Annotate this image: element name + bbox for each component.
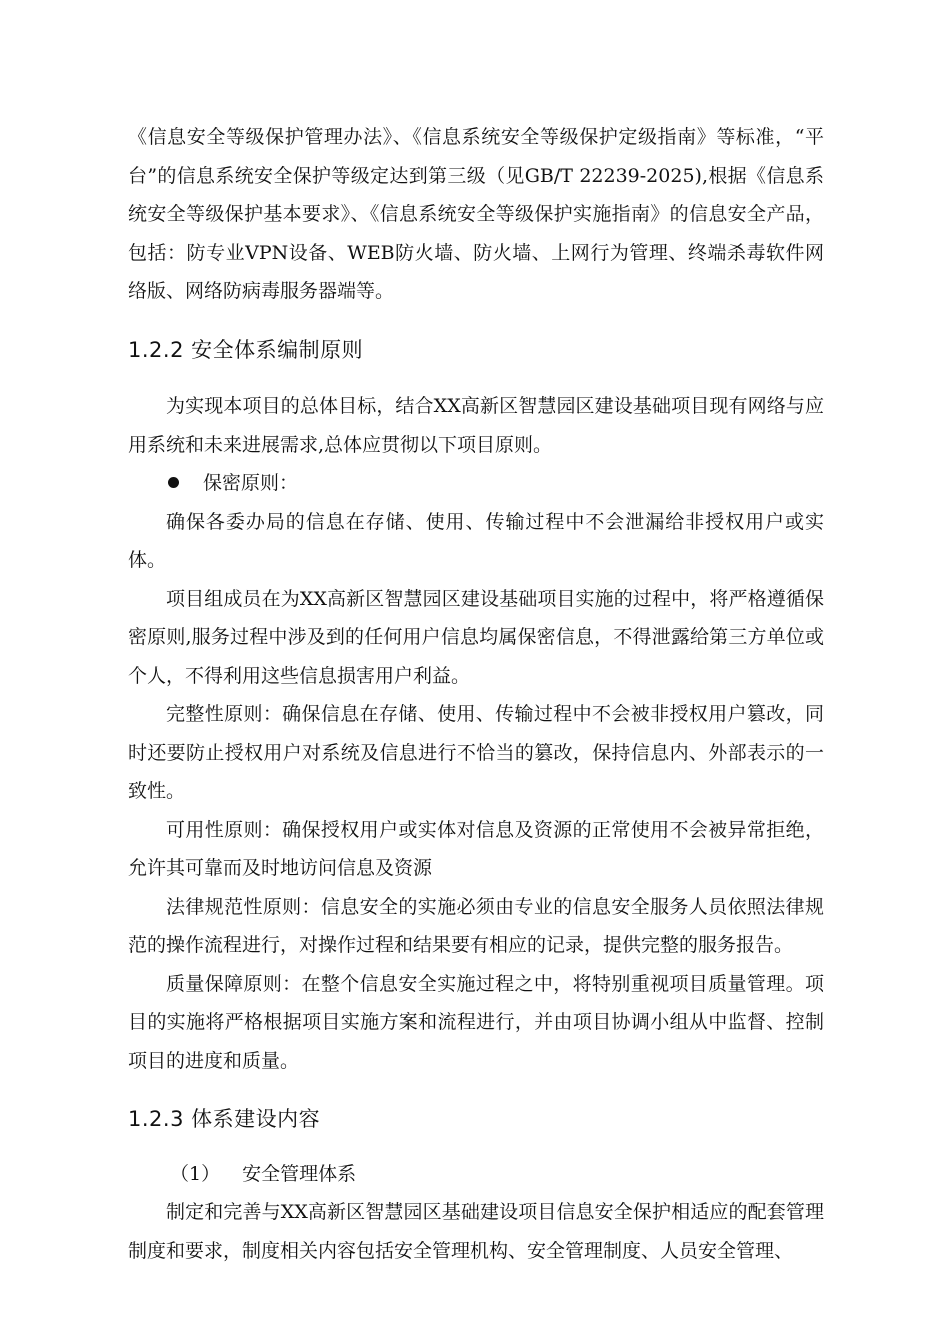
section-heading-1-2-2: 1.2.2 安全体系编制原则: [128, 337, 364, 362]
intro-paragraph: 《信息安全等级保护管理办法》、《信息系统安全等级保护定级指南》等标准，“平台”的信息系统安全保护等级定达到第三级（见GB/T 22239-2025),根据《信息系统安全等级保护基本要求》、《信息系统安全等级保护实施指南》的信息安全产品，包括：防专业VPN设备、WEB防火墙、防火墙、上网行为管理、终端杀毒软件网络版、网络防病毒服务器端等。: [128, 126, 824, 302]
numbered-item-label: 安全管理体系: [242, 1162, 357, 1185]
body-paragraph: 项目组成员在为XX高新区智慧园区建设基础项目实施的过程中，将严格遵循保密原则,服务过程中涉及到的任何用户信息均属保密信息，不得泄露给第三方单位或个人，不得利用这些信息损害用户利益。: [128, 587, 824, 687]
numbered-item-marker: （1）: [170, 1162, 221, 1185]
numbered-item-security-management: [128, 1155, 824, 1194]
body-paragraph: 完整性原则：确保信息在存储、使用、传输过程中不会被非授权用户篡改，同时还要防止授权用户对系统及信息进行不恰当的篡改，保持信息内、外部表示的一致性。: [128, 703, 824, 802]
body-paragraph: 质量保障原则：在整个信息安全实施过程之中，将特别重视项目质量管理。项目的实施将严格根据项目实施方案和流程进行，并由项目协调小组从中监督、控制项目的进度和质量。: [128, 972, 824, 1072]
section-heading-1-2-3: 1.2.3 体系建设内容: [128, 1107, 321, 1131]
body-paragraph: 制定和完善与XX高新区智慧园区基础建设项目信息安全保护相适应的配套管理制度和要求，制度相关内容包括安全管理机构、安全管理制度、人员安全管理、: [128, 1201, 824, 1262]
bullet-dot-icon: [168, 477, 179, 488]
bullet-item-label: 保密原则：: [203, 472, 299, 494]
section-lead-paragraph: 为实现本项目的总体目标，结合XX高新区智慧园区建设基础项目现有网络与应用系统和未来进展需求,总体应贯彻以下项目原则。: [128, 395, 824, 456]
bullet-item-confidentiality: [128, 464, 824, 503]
body-paragraph: 可用性原则：确保授权用户或实体对信息及资源的正常使用不会被异常拒绝，允许其可靠而及时地访问信息及资源: [128, 818, 824, 879]
body-paragraph: 法律规范性原则：信息安全的实施必须由专业的信息安全服务人员依照法律规范的操作流程进行，对操作过程和结果要有相应的记录，提供完整的服务报告。: [128, 895, 824, 956]
body-paragraph: 确保各委办局的信息在存储、使用、传输过程中不会泄漏给非授权用户或实体。: [128, 510, 824, 571]
